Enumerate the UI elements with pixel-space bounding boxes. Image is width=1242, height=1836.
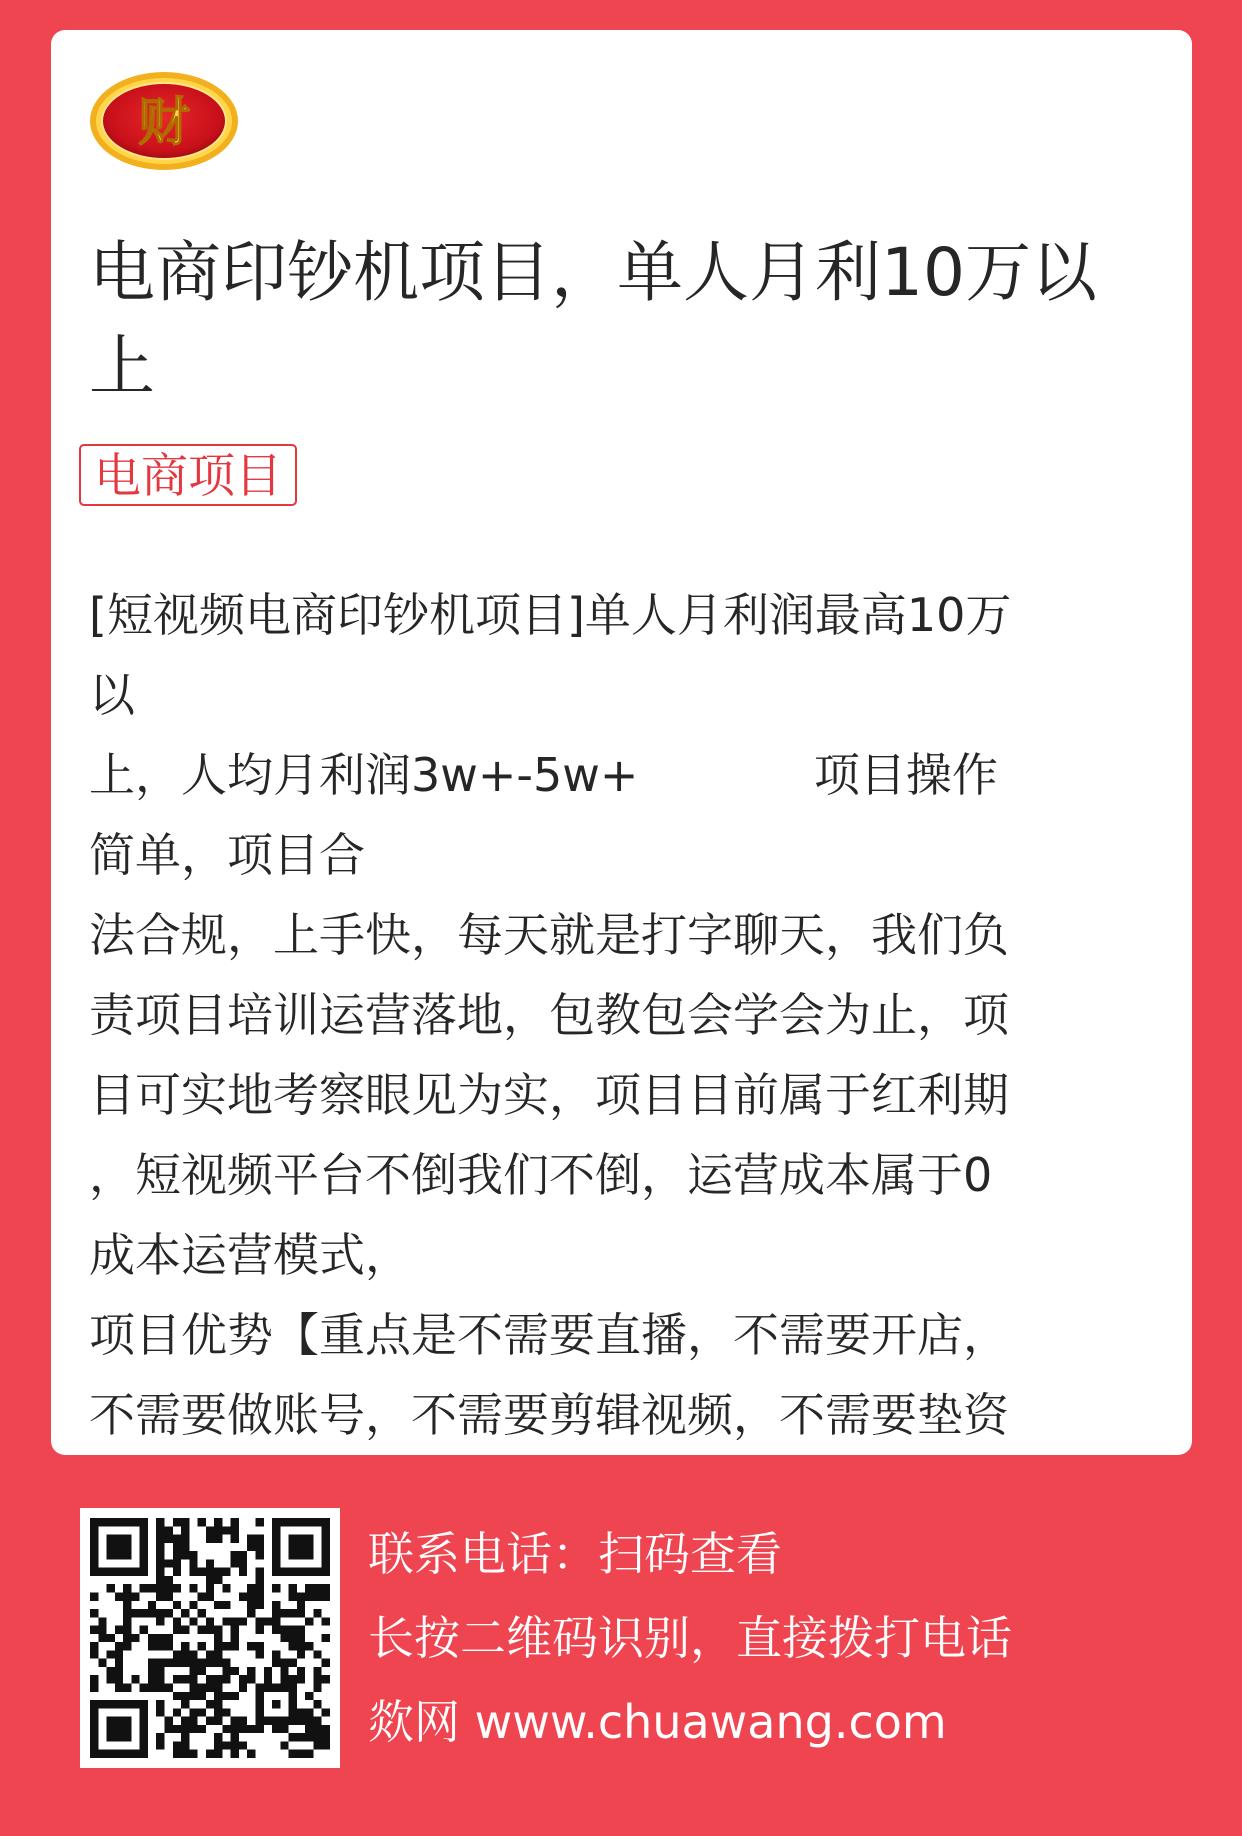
wealth-coin-logo-icon (88, 70, 240, 172)
body-line: 简单，项目合 (89, 828, 365, 882)
category-tag[interactable]: 电商项目 (79, 444, 297, 506)
body-line: [短视频电商印钞机项目]单人月利润最高10万 (89, 588, 1012, 642)
body-line: ，短视频平台不倒我们不倒，运营成本属于0 (89, 1148, 993, 1202)
post-title (89, 226, 1129, 414)
body-line: 以 (89, 668, 135, 722)
contact-phone: 联系电话：扫码查看 (368, 1527, 782, 1581)
post-card (51, 30, 1192, 1455)
body-line: 法合规，上手快，每天就是打字聊天，我们负 (89, 908, 1009, 962)
post-title-line-2: 上 (89, 328, 155, 405)
svg-text:财: 财 (137, 92, 191, 153)
body-line: 项目优势【重点是不需要直播，不需要开店， (89, 1308, 1009, 1362)
body-line: 责项目培训运营落地，包教包会学会为止，项 (89, 988, 1009, 1042)
contact-hint: 长按二维码识别，直接拨打电话 (368, 1611, 1012, 1665)
post-body (89, 575, 1159, 1455)
body-line: 上，人均月利润3w+-5w+ 项目操作 (89, 748, 998, 802)
body-line: 不需要做账号，不需要剪辑视频，不需要垫资 (89, 1388, 1009, 1442)
qr-code-icon[interactable] (80, 1508, 340, 1768)
site-link[interactable]: 欻网 www.chuawang.com (368, 1695, 947, 1749)
post-title-line-1: 电商印钞机项目，单人月利10万以 (89, 234, 1097, 311)
body-line: 成本运营模式， (89, 1228, 411, 1282)
body-line: 目可实地考察眼见为实，项目目前属于红利期 (89, 1068, 1009, 1122)
